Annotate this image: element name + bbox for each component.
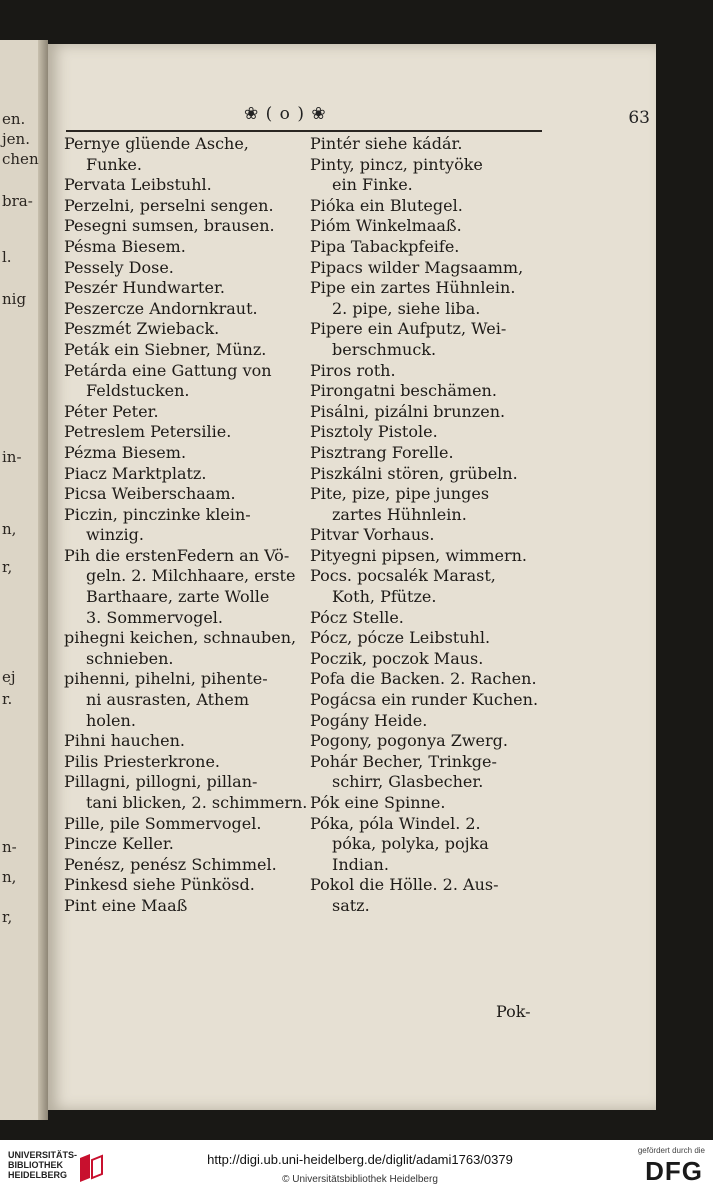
right-entry-line: Pocs. pocsalék Marast, [310,566,496,586]
left-entry-line: Pesegni sumsen, brausen. [64,216,275,236]
dfg-logo[interactable]: DFG [645,1156,703,1186]
left-entry-line: Penész, penész Schimmel. [64,854,277,874]
right-entry-line: Pogácsa ein runder Kuchen. [310,690,539,710]
right-entry-line: Pogony, pogonya Zwerg. [310,731,508,751]
left-entry-line: winzig. [86,525,144,545]
right-entry-line: Pintér siehe kádár. [310,134,463,153]
left-entry-line: Peták ein Siebner, Münz. [64,339,267,359]
right-entry-line: Pipacs wilder Magsaamm, [310,257,524,277]
left-entry-line: Pilis Priesterkrone. [64,751,221,771]
left-entry-line: Piczin, pinczinke klein- [64,504,251,524]
right-entry-line: Pisztrang Forelle. [310,442,454,462]
left-page-fragment: bra- [2,192,33,210]
right-entry-line: Pogány Heide. [310,710,428,730]
left-entry-line: Peszér Hundwarter. [64,278,225,298]
left-entry-line: Pézma Biesem. [64,442,187,462]
left-entry-line: Pessely Dose. [64,257,174,277]
right-entry-line: Indian. [332,854,389,874]
left-page-fragment: jen. [2,130,30,148]
footer-bar [0,1140,713,1194]
right-entry-line: Pipere ein Aufputz, Wei- [310,319,507,339]
right-entry-line: ein Finke. [332,175,413,195]
right-entry-line: Pipa Tabackpfeife. [310,236,460,256]
right-entry-line: Pipe ein zartes Hühnlein. [310,278,516,298]
header-rule [66,130,542,132]
left-entry-line: Picsa Weiberschaam. [64,484,236,504]
left-entry-line: tani blicken, 2. schimmern. [86,793,308,812]
left-entry-line: Pernye glüende Asche, [64,134,249,153]
left-entry-line: Pille, pile Sommervogel. [64,813,262,833]
left-entry-line: Peszmét Zwieback. [64,319,220,339]
right-entry-line: Pisálni, pizálni brunzen. [310,401,506,421]
left-entry-line: Pint eine Maaß [64,895,188,915]
header-ornament: ❀ ( o ) ❀ [244,104,327,124]
left-entry-line: geln. 2. Milchhaare, erste [86,566,296,586]
library-emblem-icon [76,1152,106,1184]
right-entry-line: Pinty, pincz, pintyöke [310,154,483,174]
left-entry-line: Pih die erstenFedern an Vö- [64,545,290,565]
left-page-fragment: chen [2,150,39,168]
left-entry-line: Perzelni, perselni sengen. [64,195,274,215]
right-entry-line: Pócz, pócze Leibstuhl. [310,628,491,648]
left-page-fragment: n, [2,520,17,538]
library-logo[interactable] [8,1150,108,1186]
copyright-notice: © Universitätsbibliothek Heidelberg [282,1174,438,1185]
right-dictionary-column [310,134,560,917]
book-page [48,44,656,1110]
left-page-fragment: l. [2,248,12,266]
right-entry-line: berschmuck. [332,339,437,359]
right-entry-line: Pohár Becher, Trinkge- [310,751,497,771]
right-entry-line: 2. pipe, siehe liba. [332,298,481,318]
left-entry-line: Pervata Leibstuhl. [64,175,212,195]
page-header [48,104,656,132]
right-entry-line: schirr, Glasbecher. [332,772,484,792]
right-entry-line: Pisztoly Pistole. [310,422,438,442]
left-page-fragment: in- [2,448,22,466]
right-entry-line: Pite, pize, pipe junges [310,484,490,504]
library-name-line: UNIVERSITÄTS- [8,1150,78,1160]
library-name [8,1150,77,1180]
left-entry-line: Petárda eine Gattung von [64,360,272,380]
right-entry-line: Pokol die Hölle. 2. Aus- [310,875,499,895]
right-entry-line: Piros roth. [310,360,396,380]
right-entry-line: Pócz Stelle. [310,607,404,627]
left-page-fragment: r. [2,690,13,708]
left-page-fragment: ej [2,668,16,686]
left-entry-line: Petreslem Petersilie. [64,422,232,442]
library-name-line: BIBLIOTHEK [8,1160,63,1170]
left-page-fragment: r, [2,908,13,926]
right-entry-line: Koth, Pfütze. [332,587,437,607]
left-entry-line: Pésma Biesem. [64,236,186,256]
page-number: 63 [628,108,650,128]
left-entry-line: Pillagni, pillogni, pillan- [64,772,258,792]
right-entry-line: póka, polyka, pojka [332,834,489,854]
left-entry-line: pihenni, pihelni, pihente- [64,669,268,689]
right-entry-line: Pióka ein Blutegel. [310,195,463,215]
right-entry-line: Pityegni pipsen, wimmern. [310,545,527,565]
right-entry-line: Pitvar Vorhaus. [310,525,435,545]
left-entry-line: Pihni hauchen. [64,731,185,751]
left-entry-line: Pincze Keller. [64,834,174,854]
funder-label: gefördert durch die [637,1146,705,1155]
right-entry-line: Pók eine Spinne. [310,793,446,812]
right-entry-line: Pirongatni beschämen. [310,381,497,401]
left-entry-line: Funke. [86,154,142,174]
page-gutter [38,40,48,1120]
right-entry-line: zartes Hühnlein. [332,504,467,524]
permalink-url[interactable]: http://digi.ub.uni-heidelberg.de/diglit/adami1763/0379 [207,1152,513,1167]
left-entry-line: Pinkesd siehe Pünkösd. [64,875,255,895]
left-entry-line: Péter Peter. [64,401,159,421]
right-entry-line: satz. [332,895,370,915]
right-entry-line: Poczik, poczok Maus. [310,648,484,668]
left-dictionary-column [64,134,308,917]
catchword: Pok- [496,1002,531,1021]
library-name-line: HEIDELBERG [8,1170,68,1180]
right-entry-line: Pióm Winkelmaaß. [310,216,462,236]
left-entry-line: ni ausrasten, Athem [86,690,249,710]
left-entry-line: Feldstucken. [86,381,190,401]
left-entry-line: holen. [86,710,136,730]
left-entry-line: 3. Sommervogel. [86,607,223,627]
left-entry-line: schnieben. [86,648,174,668]
left-page-fragment: n, [2,868,17,886]
left-page-fragment: en. [2,110,26,128]
left-page-fragment: nig [2,290,27,308]
left-entry-line: Piacz Marktplatz. [64,463,207,483]
left-entry-line: Peszercze Andornkraut. [64,298,258,318]
left-page-fragment: n- [2,838,17,856]
right-entry-line: Piszkálni stören, grübeln. [310,463,518,483]
right-entry-line: Pofa die Backen. 2. Rachen. [310,669,537,689]
left-page-edge [0,40,48,1120]
left-entry-line: pihegni keichen, schnauben, [64,628,297,648]
left-page-fragment: r, [2,558,13,576]
left-entry-line: Barthaare, zarte Wolle [86,587,270,607]
right-entry-line: Póka, póla Windel. 2. [310,813,481,833]
